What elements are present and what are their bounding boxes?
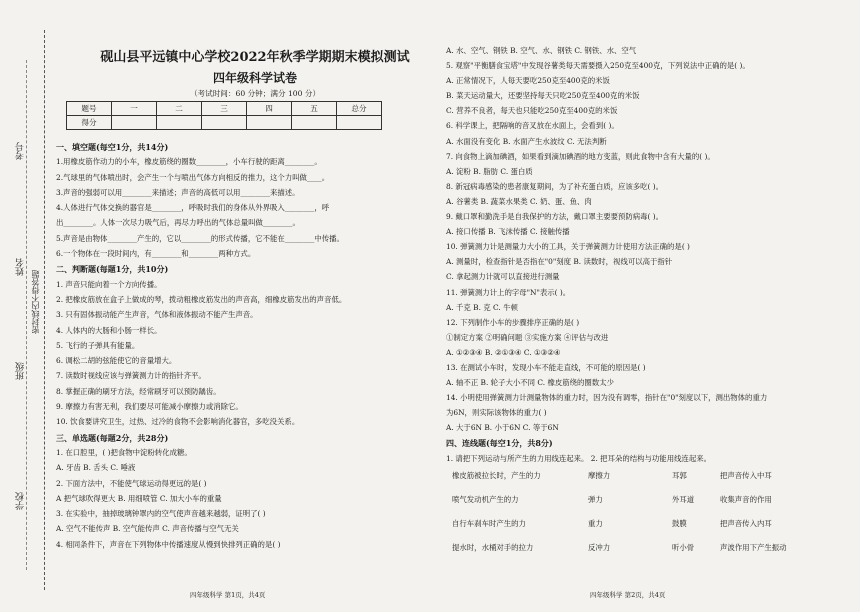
score-input-cell [157,116,202,130]
section-heading: 三、单选题(每题2分，共28分) [56,432,169,443]
seal-line [44,30,45,590]
question-line: A. ①②③④ B. ②①③④ C. ①③②④ [446,347,561,357]
question-line: A. 大于6N B. 小于6N C. 等于6N [446,423,559,433]
question-line: C. 营养不良者，每天也只能吃250克至400克的米饭 [446,106,618,116]
score-cell: 三 [202,102,247,116]
score-cell: 得分 [67,116,112,130]
match-item-right-part: 耳郭 [672,471,687,480]
question-line: A. 水、空气、钢铁 B. 空气、水、钢铁 C. 钢铁、水、空气 [446,46,637,55]
question-line: A. 谷薯类 B. 蔬菜水果类 C. 奶、蛋、鱼、肉 [446,196,592,206]
question-line: 10. 弹簧测力计是测量力大小的工具，关于弹簧测力计使用方法正确的是( ) [446,242,690,252]
question-line: 4.人体进行气体交换的器官是________，呼吸时我们的身体从外界吸入________，呼 [56,203,330,213]
footer-right: 四年级科学 第2页，共4页 [590,591,666,599]
score-input-cell [247,116,292,130]
exam-meta: （考试时间：60 分钟；满分 100 分） [189,89,321,98]
match-item-left-force: 重力 [588,519,603,528]
question-line: 3. 只有固体振动能产生声音，气体和液体振动不能产生声音。 [56,310,258,320]
question-line: B. 菜天运动量大，还要坚持每天只吃250克至400克的米饭 [446,91,640,101]
margin-xuexiao: 学校 [16,492,26,510]
footer-left: 四年级科学 第1页，共4页 [190,591,266,599]
margin-xingming: 姓名 [16,258,26,276]
question-line: 7. 读数时视线应该与弹簧测力计的指针齐平。 [56,371,206,381]
score-input-cell [292,116,337,130]
match-item-right-func: 声波作用下产生振动 [720,543,787,552]
right-column-questions [446,46,846,469]
question-line: 出________。人体一次尽力吸气后，再尽力呼出的气体总量叫做________。 [56,218,300,228]
question-line: 10. 饮食要讲究卫生，过热、过冷的食物不会影响消化器官，多吃没关系。 [56,417,300,427]
exam-title: 砚山县平远镇中心学校2022年秋季学期期末模拟测试 [100,50,410,65]
match-item-left-force: 弹力 [588,495,603,504]
question-line: 3.声音的强弱可以用________来描述；声音的高低可以用________来描述。 [56,187,300,197]
match-item-left-motion: 自行车刹车时产生的力 [452,519,526,528]
margin-banji: 班级 [16,362,26,380]
question-line: 9. 戴口罩和勤洗手是自我保护的方法，戴口罩主要要预防病毒( )。 [446,212,664,222]
score-table-score-row [67,116,382,130]
match-item-left-force: 摩擦力 [588,471,611,480]
question-line: 6.一个物体在一段时间内，有________和________两种方式。 [56,249,256,259]
question-line: 1. 请把下列运动与所产生的力用线连起来。 2. 把耳朵的结构与功能用线连起来。 [446,453,712,463]
question-line: 5.声音是由物体________产生的，它以________的形式传播，它不能在________中传播。 [56,233,344,243]
question-line: A. 轴不正 B. 轮子大小不同 C. 橡皮筋绕的圈数太少 [446,378,614,388]
match-item-right-func: 把声音传入中耳 [720,471,772,480]
question-line: 7. 向食物上滴加碘酒，如果看到滴加碘酒的地方变蓝，则此食物中含有大量的( )。 [446,151,715,161]
match-item-left-motion: 橡皮筋被拉长时，产生的力 [452,471,541,480]
question-line: 为6N，则实际该物体的重力( ) [446,408,547,418]
section-heading: 二、判断题(每题1分，共10分) [56,264,169,275]
question-line: A. 牙齿 B. 舌头 C. 唾液 [56,463,136,473]
question-line: A. 千克 B. 克 C. 牛顿 [446,302,518,312]
question-line: 3. 在实验中，抽掉玻璃钟罩内的空气使声音越来越弱，证明了( ) [56,509,266,519]
question-line: 11. 弹簧测力计上的字母"N"表示( )。 [446,287,571,297]
margin-seal-notice: 密封线内不得答题 [31,270,40,334]
question-line: 4. 人体内的大肠和小肠一样长。 [56,325,162,335]
question-line: A. 测量时，检查指针是否指在"0"刻度 B. 读数时，视线可以高于指针 [446,257,673,267]
exam-subtitle: 四年级科学试卷 [212,71,297,85]
question-line: A. 接口传播 B. 飞沫传播 C. 接触传播 [446,227,570,237]
score-cell: 总分 [337,102,382,116]
question-line: 5. 飞行的子弹具有能量。 [56,340,140,350]
margin-kaohao: 考号 [16,142,26,160]
match-item-right-func: 把声音传入内耳 [720,519,772,528]
question-line: 6. 调松二胡的弦能使它的音量增大。 [56,356,177,366]
match-item-right-part: 外耳道 [672,495,695,504]
score-input-cell [112,116,157,130]
score-cell: 二 [157,102,202,116]
question-line: 1. 声音只能向着一个方向传播。 [56,279,162,289]
score-cell: 一 [112,102,157,116]
question-line: 4. 相同条件下，声音在下列物体中传播速度从慢到快排列正确的是( ) [56,539,281,549]
score-table-header-row [67,102,382,116]
question-line: 2. 把橡皮筋放在盒子上做成的琴，拨动粗橡皮筋发出的声音高，细橡皮筋发出的声音低。 [56,294,347,304]
score-input-cell [202,116,247,130]
score-cell: 四 [247,102,292,116]
question-line: 12. 下列制作小车的步骤排序正确的是( ) [446,317,580,327]
score-table [66,101,382,130]
question-line: 14. 小明使用弹簧测力计测量物体的重力时，因为没有调零，指针在"0"刻度以下，测出物体的重力 [446,393,768,403]
question-line: 6. 科学课上，把隔响的音叉放在水面上，会看到( )。 [446,121,619,131]
question-line: A. 水面没有变化 B. 水面产生水波纹 C. 无法判断 [446,136,607,146]
section-heading: 四、连线题(每空1分，共8分) [446,438,553,449]
seal-line-inner [26,60,27,570]
match-item-right-part: 听小骨 [672,543,695,552]
question-line: 1. 在口腔里，( )把食物中淀粉转化成糖。 [56,447,192,457]
section-heading: 一、填空题(每空1分，共14分) [56,142,169,152]
match-item-right-func: 收集声音的作用 [720,495,772,504]
question-line: A. 空气不能传声 B. 空气能传声 C. 声音传播与空气无关 [56,524,239,534]
question-line: 2. 下面方法中，不能使气球运动得更远的是( ) [56,478,207,488]
score-cell: 题号 [67,102,112,116]
match-item-left-force: 反冲力 [588,543,611,552]
left-column-questions [56,142,428,555]
question-line: A. 正常情况下，人每天要吃250克至400克的米饭 [446,76,610,86]
question-line: 8. 新冠病毒感染的患者康复期间，为了补充蛋白质，应该多吃( )。 [446,181,664,191]
question-line: ①制定方案 ②明确问题 ③实施方案 ④评估与改进 [446,332,609,342]
question-line: 5. 观察"平衡膳食宝塔"中发现谷薯类每天需要摄入250克至400克，下列说法中正确的是( )。 [446,61,750,71]
question-line: 9. 摩擦力有害无利，我们要尽可能减小摩擦力或消除它。 [56,402,243,412]
question-line: 2.气球里的气体喷出时，会产生一个与喷出气体方向相反的推力，这个力叫做____。 [56,172,330,182]
score-cell: 五 [292,102,337,116]
match-item-left-motion: 提水时，水桶对手的拉力 [452,543,534,552]
question-line: 8. 掌握正确的刷牙方法，经常刷牙可以预防龋齿。 [56,386,221,396]
question-line: C. 拿起测力计就可以直接进行测量 [446,272,560,282]
match-item-left-motion: 喷气发动机产生的力 [452,495,519,504]
match-item-right-part: 鼓膜 [672,519,687,528]
question-line: A. 淀粉 B. 脂肪 C. 蛋白质 [446,166,533,176]
score-input-cell [337,116,382,130]
question-line: 1.用橡皮筋作动力的小车，橡皮筋绕的圈数________，小车行驶的距离________。 [56,157,322,167]
question-line: 13. 在测试小车时，发现小车不能走直线，不可能的原因是( ) [446,362,646,372]
question-line: A 把气球吹得更大 B. 用细喷管 C. 加大小车的重量 [56,493,222,503]
